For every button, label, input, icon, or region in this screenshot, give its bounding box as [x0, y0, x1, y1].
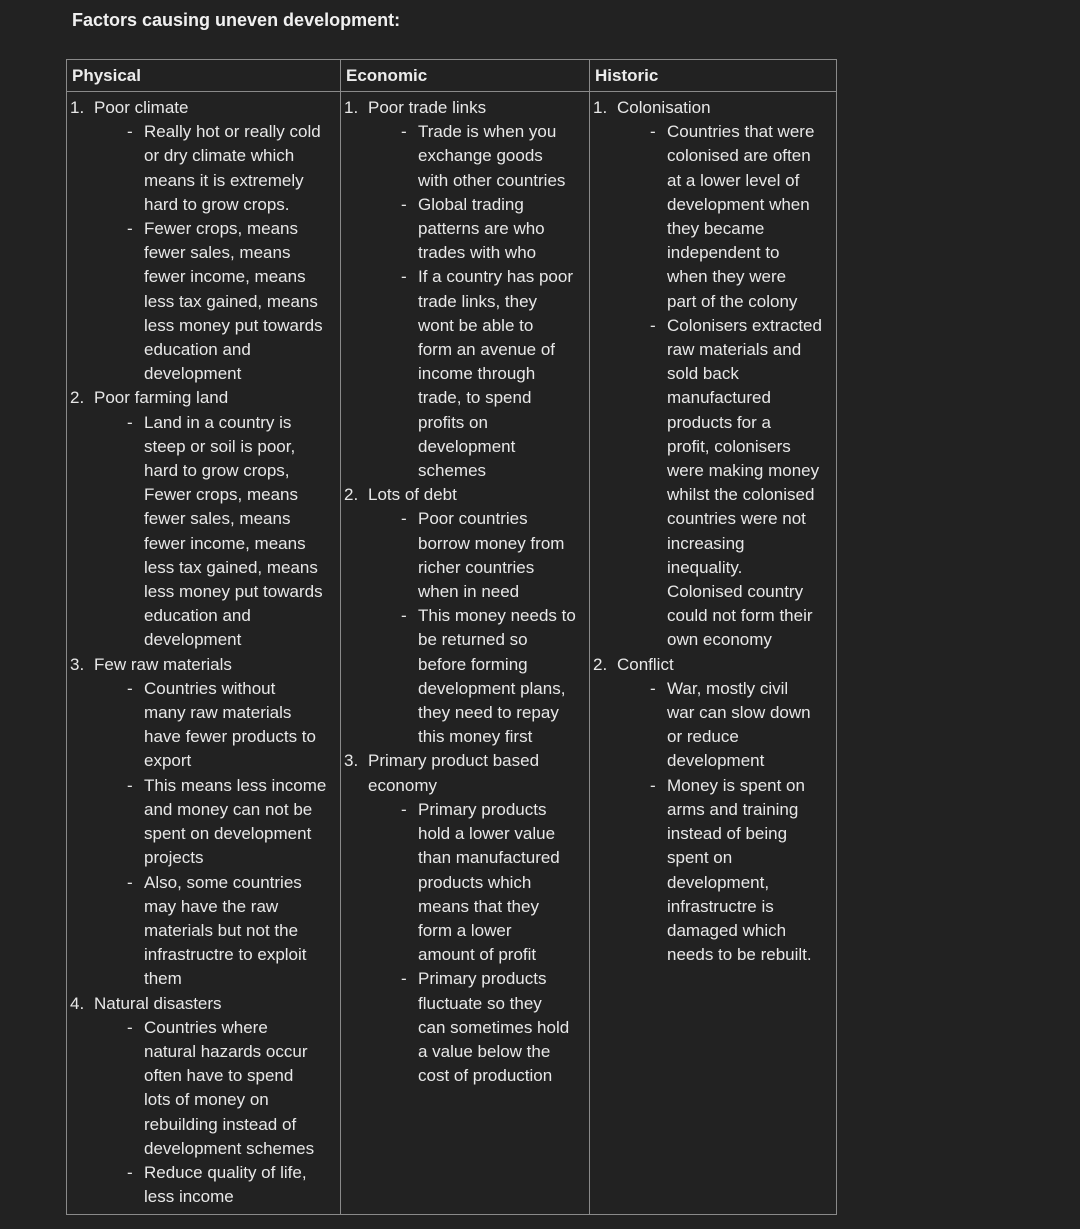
bullet-line: and money can not be: [144, 799, 313, 819]
bullet-line: increasing: [667, 533, 745, 553]
bullet-line: projects: [144, 848, 204, 868]
bullet-line: Primary products: [418, 799, 547, 819]
bullet-line: manufactured: [667, 388, 771, 408]
bullet-line: when they were: [667, 267, 787, 287]
historic-column-cell: [590, 92, 837, 1215]
list-item: [650, 677, 836, 774]
factor-number: 2.: [70, 388, 85, 408]
dash-bullet-icon: -: [401, 267, 407, 287]
bullet-line: whilst the colonised: [667, 485, 815, 505]
factor-title-text: Poor trade links: [368, 98, 487, 117]
factor-number: 1.: [70, 98, 85, 117]
bullet-line: development: [144, 630, 242, 650]
factor-item: [593, 96, 836, 653]
bullet-line: could not form their: [667, 606, 813, 626]
factor-number: 1.: [593, 98, 608, 117]
table-body-row: [67, 92, 837, 1215]
bullet-line: less tax gained, means: [144, 557, 318, 577]
bullet-line: materials but not the: [144, 920, 299, 940]
bullet-line: than manufactured: [418, 848, 560, 868]
factor-title: [70, 653, 340, 677]
bullet-line: raw materials and: [667, 340, 802, 360]
dash-bullet-icon: -: [650, 122, 656, 142]
bullet-line: This money needs to: [418, 606, 576, 626]
page-title: Factors causing uneven development:: [72, 10, 401, 30]
list-item: [650, 314, 836, 653]
factor-bullet-list: [344, 798, 589, 1088]
factor-bullet-list: [70, 677, 340, 992]
bullet-line: trade links, they: [418, 291, 538, 311]
bullet-line: trade, to spend: [418, 388, 532, 408]
dash-bullet-icon: -: [127, 122, 133, 142]
factor-number: 1.: [344, 98, 359, 117]
factor-bullet-list: [344, 507, 589, 749]
factor-bullet-list: [593, 120, 836, 652]
dash-bullet-icon: -: [127, 872, 133, 892]
factor-title: [593, 96, 836, 120]
factor-item: [593, 653, 836, 968]
bullet-line: hard to grow crops.: [144, 194, 290, 214]
factor-title: [344, 483, 589, 507]
bullet-line: trades with who: [418, 243, 537, 263]
dash-bullet-icon: -: [127, 412, 133, 432]
factor-item: [344, 96, 589, 483]
bullet-line: inequality.: [667, 557, 743, 577]
factor-number: 2.: [593, 654, 608, 674]
bullet-line: Trade is when you: [418, 122, 557, 142]
list-item: [127, 411, 340, 653]
bullet-line: arms and training: [667, 799, 799, 819]
factor-bullet-list: [70, 1016, 340, 1210]
dash-bullet-icon: -: [401, 122, 407, 142]
dash-bullet-icon: -: [127, 1162, 133, 1182]
bullet-line: hold a lower value: [418, 824, 556, 844]
list-item: [401, 967, 589, 1088]
bullet-line: may have the raw: [144, 896, 279, 916]
bullet-line: less money put towards: [144, 315, 323, 335]
dash-bullet-icon: -: [127, 775, 133, 795]
bullet-line: development when: [667, 194, 810, 214]
bullet-line: independent to: [667, 243, 780, 263]
factor-bullet-list: [70, 120, 340, 386]
factor-number: 3.: [344, 751, 359, 771]
factor-title: [593, 653, 836, 677]
bullet-line: have fewer products to: [144, 727, 316, 747]
factor-title-text: Conflict: [617, 654, 674, 674]
bullet-line: If a country has poor: [418, 267, 573, 287]
list-item: [127, 120, 340, 217]
bullet-line: at a lower level of: [667, 170, 800, 190]
bullet-line: were making money: [667, 461, 820, 481]
column-header-economic: Economic: [341, 60, 590, 92]
bullet-line: own economy: [667, 630, 772, 650]
bullet-line: war can slow down: [667, 703, 811, 723]
dash-bullet-icon: -: [401, 606, 407, 626]
factor-title: [70, 386, 340, 410]
factor-number: 2.: [344, 485, 359, 505]
list-item: [650, 774, 836, 968]
bullet-line: Reduce quality of life,: [144, 1162, 307, 1182]
dash-bullet-icon: -: [127, 678, 133, 698]
bullet-line: Really hot or really cold: [144, 122, 321, 142]
bullet-line: less income: [144, 1187, 234, 1207]
bullet-line: Also, some countries: [144, 872, 302, 892]
bullet-line: fewer sales, means: [144, 509, 291, 529]
bullet-line: development: [418, 436, 516, 456]
bullet-line: development schemes: [144, 1138, 315, 1158]
factor-title: [344, 96, 589, 120]
bullet-line: them: [144, 969, 182, 989]
factor-bullet-list: [344, 120, 589, 483]
list-item: [127, 677, 340, 774]
bullet-line: this money first: [418, 727, 533, 747]
bullet-line: be returned so: [418, 630, 528, 650]
bullet-line: or reduce: [667, 727, 739, 747]
factor-title-text: Poor climate: [94, 98, 189, 117]
bullet-line: hard to grow crops,: [144, 461, 290, 481]
bullet-line: can sometimes hold: [418, 1017, 570, 1037]
bullet-line: form a lower: [418, 920, 512, 940]
bullet-line: richer countries: [418, 557, 535, 577]
bullet-line: lots of money on: [144, 1090, 269, 1110]
list-item: [401, 507, 589, 604]
factor-title: [344, 749, 589, 773]
bullet-line: amount of profit: [418, 945, 537, 965]
factor-title-text: Primary product based: [368, 751, 540, 771]
bullet-line: often have to spend: [144, 1066, 294, 1086]
bullet-line: borrow money from: [418, 533, 565, 553]
dash-bullet-icon: -: [650, 678, 656, 698]
factor-title-continued: economy: [368, 775, 437, 795]
list-item: [127, 774, 340, 871]
bullet-line: income through: [418, 364, 536, 384]
bullet-line: development plans,: [418, 678, 566, 698]
bullet-line: Land in a country is: [144, 412, 292, 432]
factor-item: [70, 386, 340, 652]
bullet-line: a value below the: [418, 1041, 551, 1061]
physical-column-cell: [67, 92, 341, 1215]
bullet-line: or dry climate which: [144, 146, 295, 166]
bullet-line: when in need: [418, 582, 520, 602]
bullet-line: Fewer crops, means: [144, 485, 298, 505]
bullet-line: education and: [144, 606, 251, 626]
bullet-line: Countries that were: [667, 122, 815, 142]
bullet-line: wont be able to: [418, 315, 534, 335]
bullet-line: Colonisers extracted: [667, 315, 822, 335]
factor-item: [70, 96, 340, 386]
factor-item: [344, 749, 589, 1088]
dash-bullet-icon: -: [650, 775, 656, 795]
table-header-row: [67, 60, 837, 92]
bullet-line: cost of production: [418, 1066, 553, 1086]
bullet-line: means it is extremely: [144, 170, 304, 190]
bullet-line: means that they: [418, 896, 539, 916]
factor-title: [70, 992, 340, 1016]
bullet-line: profits on: [418, 412, 488, 432]
bullet-line: they need to repay: [418, 703, 559, 723]
bullet-line: Fewer crops, means: [144, 219, 298, 239]
bullet-line: spent on development: [144, 824, 312, 844]
factor-title-text: Colonisation: [617, 98, 711, 117]
bullet-line: profit, colonisers: [667, 436, 791, 456]
list-item: [401, 193, 589, 266]
dash-bullet-icon: -: [401, 799, 407, 819]
factor-item: [70, 992, 340, 1210]
bullet-line: Global trading: [418, 194, 524, 214]
bullet-line: development: [144, 364, 242, 384]
bullet-line: patterns are who: [418, 219, 545, 239]
bullet-line: they became: [667, 219, 765, 239]
bullet-line: development: [667, 751, 765, 771]
factor-item: [344, 483, 589, 749]
factor-item: [70, 653, 340, 992]
factor-title: [70, 96, 340, 120]
dash-bullet-icon: -: [127, 1017, 133, 1037]
bullet-line: damaged which: [667, 920, 787, 940]
bullet-line: countries were not: [667, 509, 806, 529]
factor-title-text: Lots of debt: [368, 485, 457, 505]
bullet-line: before forming: [418, 654, 528, 674]
bullet-line: Primary products: [418, 969, 547, 989]
list-item: [127, 871, 340, 992]
factors-table: [66, 59, 837, 1215]
factor-number: 3.: [70, 654, 85, 674]
economic-column-cell: [341, 92, 590, 1215]
bullet-line: fewer income, means: [144, 533, 306, 553]
list-item: [127, 1016, 340, 1161]
list-item: [401, 604, 589, 749]
list-item: [127, 217, 340, 386]
factor-bullet-list: [70, 411, 340, 653]
bullet-line: products which: [418, 872, 532, 892]
factor-number: 4.: [70, 993, 85, 1013]
bullet-line: infrastructre is: [667, 896, 774, 916]
list-item: [650, 120, 836, 314]
column-header-physical: Physical: [67, 60, 341, 92]
list-item: [127, 1161, 340, 1209]
factor-title-text: Natural disasters: [94, 993, 222, 1013]
bullet-line: with other countries: [418, 170, 566, 190]
bullet-line: exchange goods: [418, 146, 543, 166]
dash-bullet-icon: -: [650, 315, 656, 335]
factor-bullet-list: [593, 677, 836, 967]
dash-bullet-icon: -: [401, 969, 407, 989]
dash-bullet-icon: -: [127, 219, 133, 239]
bullet-line: colonised are often: [667, 146, 811, 166]
bullet-line: instead of being: [667, 824, 788, 844]
bullet-line: fewer sales, means: [144, 243, 291, 263]
bullet-line: Countries where: [144, 1017, 268, 1037]
bullet-line: War, mostly civil: [667, 678, 789, 698]
bullet-line: less tax gained, means: [144, 291, 318, 311]
bullet-line: export: [144, 751, 192, 771]
bullet-line: spent on: [667, 848, 733, 868]
bullet-line: many raw materials: [144, 703, 292, 723]
list-item: [401, 120, 589, 193]
list-item: [401, 798, 589, 967]
bullet-line: infrastructre to exploit: [144, 945, 307, 965]
bullet-line: natural hazards occur: [144, 1041, 308, 1061]
bullet-line: fluctuate so they: [418, 993, 542, 1013]
bullet-line: steep or soil is poor,: [144, 436, 296, 456]
bullet-line: form an avenue of: [418, 340, 556, 360]
bullet-line: needs to be rebuilt.: [667, 945, 812, 965]
bullet-line: Colonised country: [667, 582, 804, 602]
bullet-line: sold back: [667, 364, 739, 384]
column-header-historic: Historic: [590, 60, 837, 92]
bullet-line: This means less income: [144, 775, 327, 795]
bullet-line: Money is spent on: [667, 775, 805, 795]
dash-bullet-icon: -: [401, 509, 407, 529]
bullet-line: schemes: [418, 461, 487, 481]
bullet-line: Countries without: [144, 678, 276, 698]
bullet-line: less money put towards: [144, 582, 323, 602]
bullet-line: rebuilding instead of: [144, 1114, 297, 1134]
bullet-line: Poor countries: [418, 509, 528, 529]
factor-title-text: Poor farming land: [94, 388, 229, 408]
list-item: [401, 265, 589, 483]
dash-bullet-icon: -: [401, 194, 407, 214]
bullet-line: development,: [667, 872, 770, 892]
factor-title-text: Few raw materials: [94, 654, 232, 674]
bullet-line: education and: [144, 340, 251, 360]
bullet-line: products for a: [667, 412, 771, 432]
bullet-line: part of the colony: [667, 291, 798, 311]
bullet-line: fewer income, means: [144, 267, 306, 287]
